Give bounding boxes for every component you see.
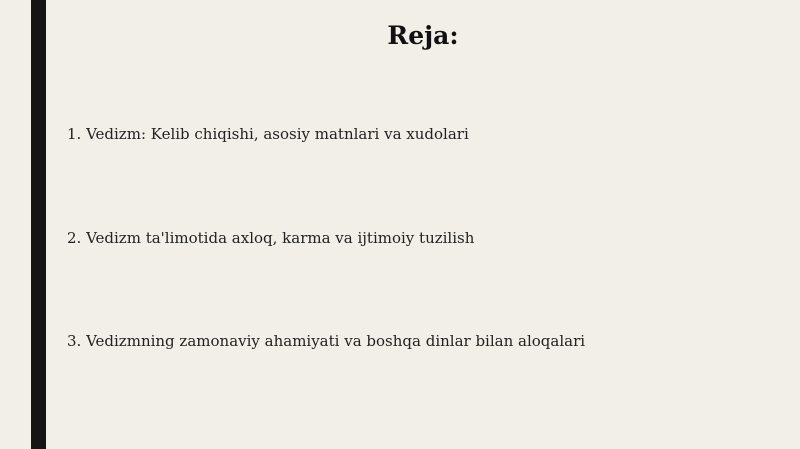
accent-bar <box>31 0 46 449</box>
slide-title: Reja: <box>387 21 459 50</box>
plan-item-2: 2. Vedizm ta'limotida axloq, karma va ijtimoiy tuzilish <box>67 229 475 247</box>
plan-item-3: 3. Vedizmning zamonaviy ahamiyati va boshqa dinlar bilan aloqalari <box>67 332 586 350</box>
plan-item-1: 1. Vedizm: Kelib chiqishi, asosiy matnlari va xudolari <box>67 125 469 143</box>
